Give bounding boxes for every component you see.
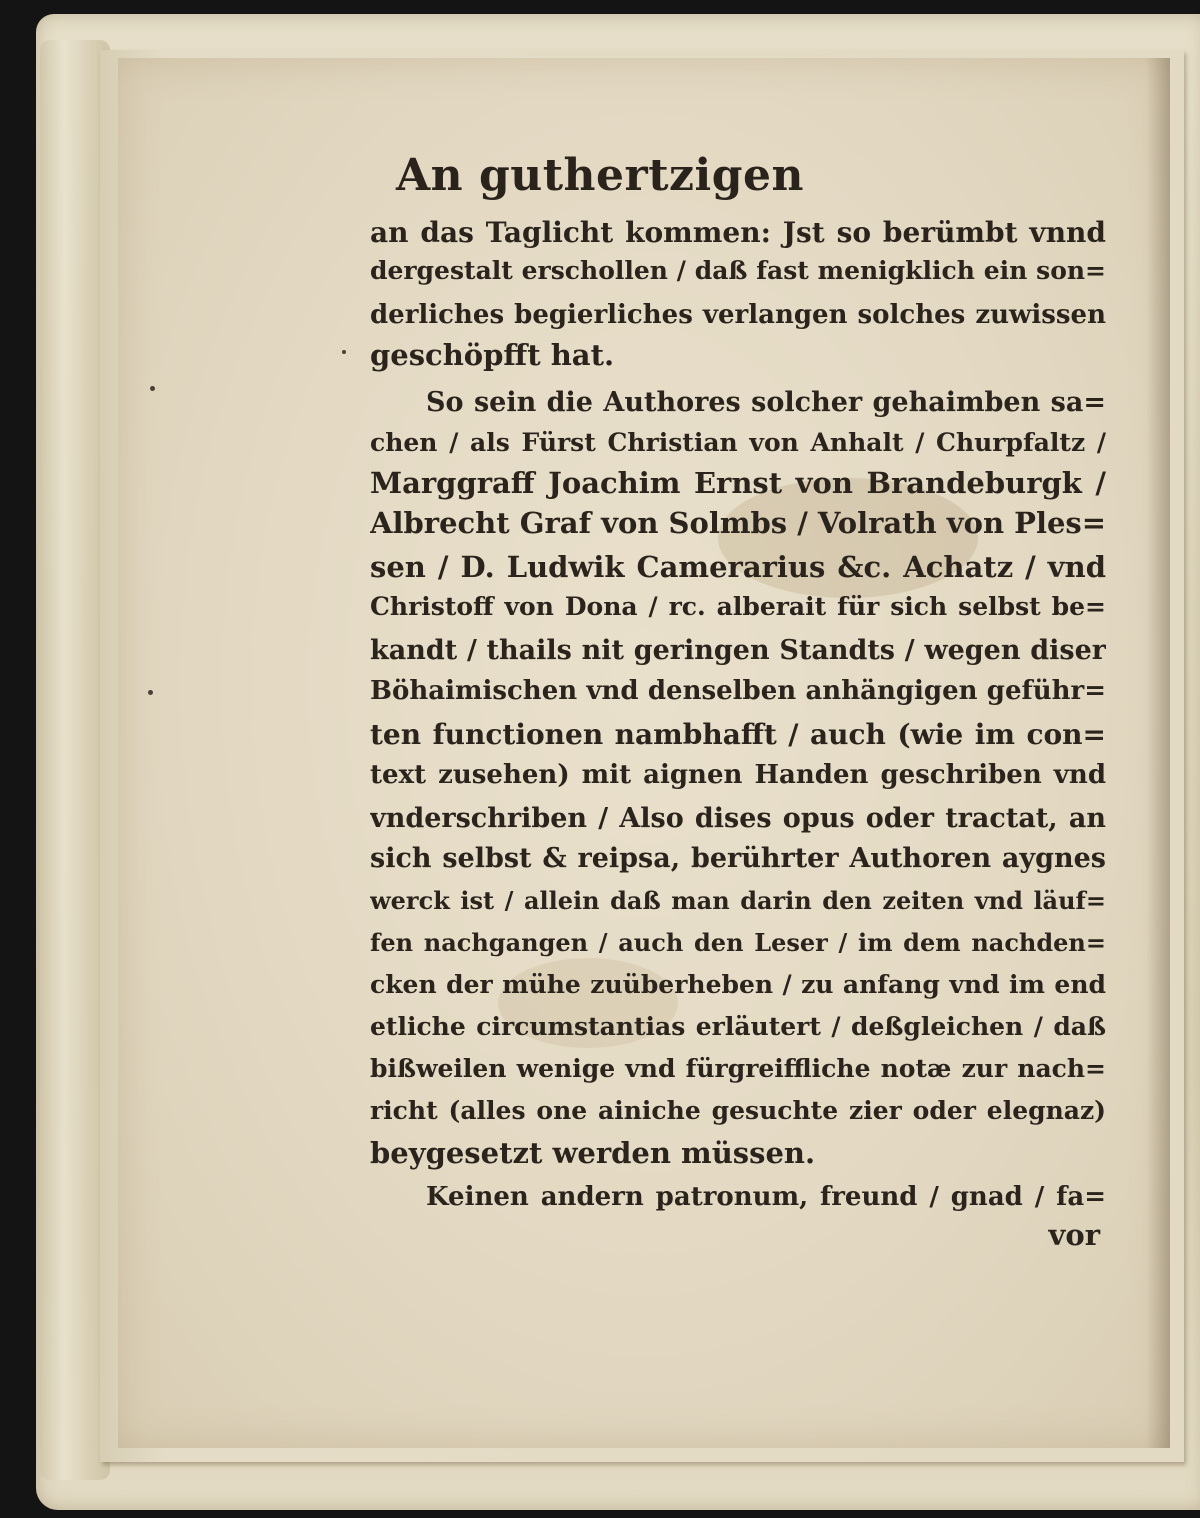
text-line: fen nachgangen / auch den Leser / im dem nachden= — [370, 928, 1106, 957]
text-line: Christoff von Dona / rc. alberait für sich selbst be= — [370, 592, 1106, 621]
text-line: Marggraff Joachim Ernst von Brandeburgk / — [370, 466, 1106, 500]
ink-speck — [148, 690, 153, 695]
text-line: sich selbst & reipsa, berührter Authoren aygnes — [370, 843, 1106, 874]
text-line: vnderschriben / Also dises opus oder tractat, an — [370, 803, 1106, 834]
text-line: chen / als Fürst Christian von Anhalt / Churpfaltz / — [370, 428, 1106, 457]
text-line: derliches begierliches verlangen solches zuwissen — [370, 300, 1106, 330]
text-line: beygesetzt werden müssen. — [370, 1136, 816, 1170]
text-line: an das Taglicht kommen: Jst so berümbt vnnd — [370, 216, 1106, 249]
ink-speck — [150, 386, 155, 391]
ink-speck — [342, 350, 346, 354]
text-line: Keinen andern patronum, freund / gnad / fa= — [426, 1182, 1106, 1212]
text-line: Albrecht Graf von Solmbs / Volrath von Ples= — [370, 506, 1106, 540]
text-line: kandt / thails nit geringen Standts / wegen diser — [370, 635, 1106, 666]
catchword: vor — [1048, 1218, 1100, 1252]
text-line: geschöpfft hat. — [370, 338, 615, 372]
text-line: dergestalt erschollen / daß fast menigklich ein son= — [370, 256, 1106, 285]
running-head: An guthertzigen — [396, 150, 804, 201]
text-line: So sein die Authores solcher gehaimben sa= — [426, 387, 1106, 418]
text-line: text zusehen) mit aignen Handen geschriben vnd — [370, 760, 1106, 790]
text-line: etliche circumstantias erläutert / deßgleichen / daß — [370, 1012, 1106, 1041]
page-gutter-shadow — [1146, 58, 1170, 1448]
text-line: sen / D. Ludwik Camerarius &c. Achatz / vnd — [370, 550, 1106, 584]
text-line: cken der mühe zuüberheben / zu anfang vnd im end — [370, 970, 1106, 999]
text-line: Böhaimischen vnd denselben anhängigen geführ= — [370, 676, 1106, 706]
text-line: bißweilen wenige vnd fürgreiffliche notæ zur nach= — [370, 1054, 1106, 1083]
text-line: ten functionen nambhafft / auch (wie im con= — [370, 718, 1106, 751]
text-line: werck ist / allein daß man darin den zeiten vnd läuf= — [370, 886, 1106, 915]
text-line: richt (alles one ainiche gesuchte zier oder elegnaz) — [370, 1096, 1106, 1125]
